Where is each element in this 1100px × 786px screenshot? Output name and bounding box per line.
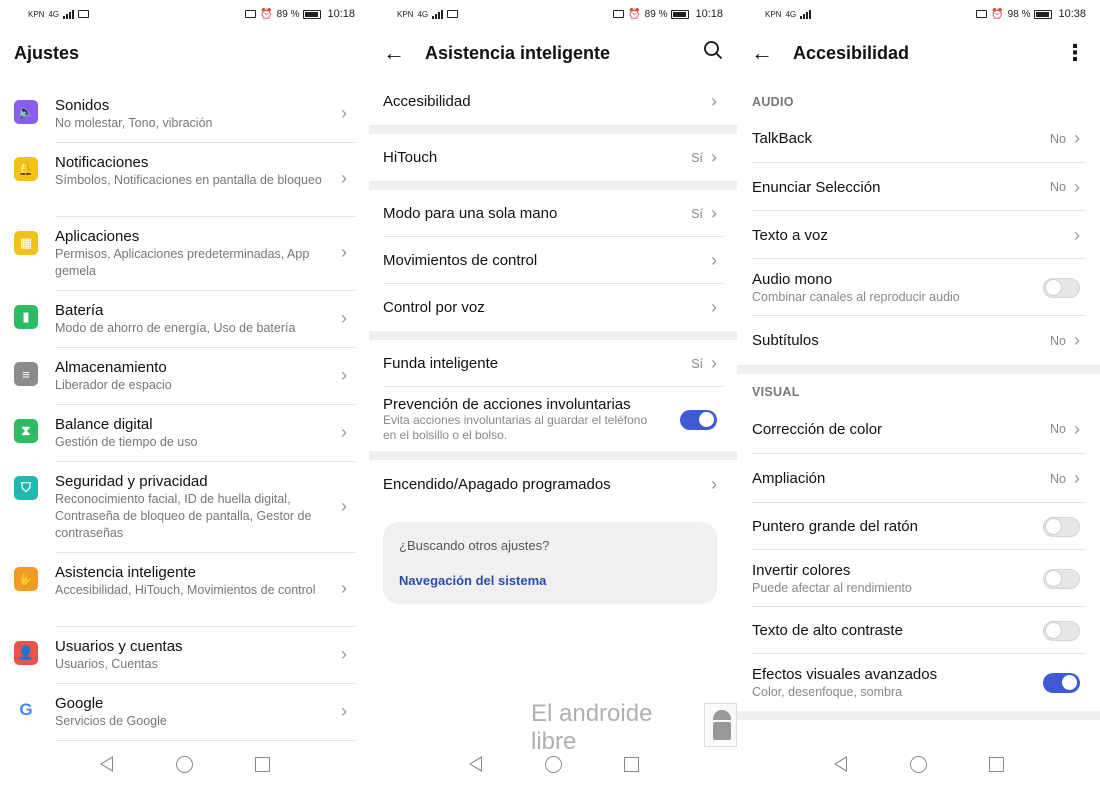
settings-item-subtitle: Símbolos, Notificaciones en pantalla de bloqueo [55,173,322,187]
chevron-right-icon: › [711,91,717,111]
group-divider [369,125,737,134]
settings-item-subtitle: Liberador de espacio [55,378,172,392]
settings-item-subtitle: Accesibilidad, HiTouch, Movimientos de control [55,583,316,597]
triangle-back-icon [100,756,113,772]
item-label: Efectos visuales avanzados [752,666,938,683]
chevron-right-icon: › [1074,330,1080,350]
battery-icon: ▮ [14,305,38,329]
settings-item[interactable] [0,684,369,741]
network-label: 4G [48,9,60,19]
search-icon[interactable] [703,40,723,66]
more-options-icon[interactable]: ⋮ [1064,40,1086,65]
list-item-magnification[interactable] [737,454,1100,503]
list-item-smart-cover[interactable] [369,340,737,387]
chevron-right-icon: › [1074,176,1080,197]
square-recents-icon [255,757,270,772]
hourglass-icon: ⧗ [14,419,38,443]
item-label: Subtítulos [752,332,819,349]
settings-item[interactable] [0,462,369,553]
settings-item-title: Batería [55,302,104,319]
toggle-knob [1046,519,1061,534]
nav-recents-button[interactable] [988,755,1006,773]
settings-item[interactable] [0,143,369,217]
network-label: 4G [417,9,429,19]
chevron-right-icon: › [341,700,347,721]
hand-icon: ✋ [14,567,38,591]
settings-item[interactable] [0,217,369,291]
header [0,28,369,78]
android-logo-icon [704,703,737,747]
signal-icon [800,10,811,19]
large-pointer-toggle[interactable] [1043,517,1080,537]
settings-item-subtitle: No molestar, Tono, vibración [55,116,213,130]
clock: 10:38 [1058,8,1086,20]
item-label: Movimientos de control [383,252,538,269]
signal-icon [63,10,74,19]
settings-item-text [55,358,355,405]
settings-item-text [55,301,355,348]
alarm-icon: ⏰ [628,8,641,20]
navigation-bar [737,742,1100,786]
settings-item[interactable] [0,291,369,348]
accessibility-screen [737,0,1100,786]
list-item-select-to-speak[interactable] [737,163,1100,211]
chevron-right-icon: › [1074,224,1080,245]
item-label: Audio mono [752,271,833,288]
item-value: No [1050,471,1066,486]
suggestion-question: ¿Buscando otros ajustes? [399,538,550,553]
status-bar [0,0,369,28]
item-description: Color, desenfoque, sombra [752,685,903,699]
list-item-accidental-touch[interactable] [369,387,737,451]
back-arrow-icon[interactable]: ← [383,40,405,65]
settings-list [0,86,369,741]
settings-item-subtitle: Servicios de Google [55,714,167,728]
item-label: Ampliación [752,470,826,487]
settings-item-text [55,472,355,553]
nav-home-button[interactable] [910,755,928,773]
list-item-accesibilidad[interactable] [369,78,737,125]
chevron-right-icon: › [341,102,347,123]
settings-item-text [55,563,355,627]
page-title: Asistencia inteligente [425,42,611,63]
settings-item-title: Usuarios y cuentas [55,638,183,655]
chevron-right-icon: › [711,297,717,317]
group-divider [737,711,1100,720]
group-divider [369,181,737,190]
settings-item-title: Asistencia inteligente [55,564,196,581]
list-item-advanced-visual-effects[interactable] [737,654,1100,711]
group-divider [369,451,737,460]
chevron-right-icon: › [341,307,347,328]
item-value: Sí [691,356,703,371]
item-label: Modo para una sola mano [383,205,558,222]
chevron-right-icon: › [341,578,347,598]
accidental-touch-toggle[interactable] [680,410,717,430]
settings-item[interactable] [0,348,369,405]
carrier-label: KPN [397,9,414,19]
triangle-back-icon [834,756,847,772]
triangle-back-icon [469,756,482,772]
settings-item-text [55,153,355,217]
settings-item[interactable] [0,627,369,684]
user-icon: 👤 [14,641,38,665]
circle-home-icon [910,756,927,773]
settings-item[interactable] [0,86,369,143]
list-item-color-correction[interactable] [737,404,1100,454]
item-label: Accesibilidad [383,93,471,110]
nav-back-button[interactable] [98,755,116,773]
chevron-right-icon: › [711,250,717,270]
item-description: Puede afectar al rendimiento [752,581,912,595]
toggle-knob [1046,571,1061,586]
chevron-right-icon: › [711,353,717,373]
battery-percent: 98 % [1007,8,1031,20]
item-label: Encendido/Apagado programados [383,475,611,493]
list-item-high-contrast-text[interactable] [737,607,1100,654]
list-item-motion-control[interactable] [369,237,737,284]
nav-home-button[interactable] [544,755,562,773]
toggle-knob [699,412,714,427]
suggestion-card [383,522,717,604]
google-icon: G [14,698,38,722]
system-navigation-link[interactable]: Navegación del sistema [399,573,547,588]
watermark-text: El androide libre [531,700,653,755]
nfc-icon [613,10,624,18]
chevron-right-icon: › [711,203,717,223]
group-divider [737,365,1100,374]
settings-item-text [55,637,355,684]
chevron-right-icon: › [341,242,347,262]
settings-item-title: Sonidos [55,97,110,114]
settings-item-subtitle: Permisos, Aplicaciones predeterminadas, App gemela [55,247,310,278]
header [737,28,1100,78]
toggle-knob [1046,623,1061,638]
item-value: No [1050,180,1066,194]
item-value: Sí [691,150,703,165]
signal-icon [432,10,443,19]
chevron-right-icon: › [341,421,347,442]
apps-grid-icon: ▦ [14,231,38,255]
item-label: Enunciar Selección [752,178,881,196]
nav-home-button[interactable] [176,755,194,773]
list-item-hitouch[interactable] [369,134,737,181]
header [369,28,737,78]
item-label: Prevención de acciones involuntarias [383,396,631,413]
image-icon [78,10,89,18]
status-bar [369,0,737,28]
settings-item-title: Almacenamiento [55,359,167,376]
settings-item-subtitle: Reconocimiento facial, ID de huella digital, Contraseña de bloqueo de pantalla, Gestor de contraseñas [55,492,312,540]
alarm-icon: ⏰ [991,8,1004,20]
item-value: No [1050,131,1066,146]
chevron-right-icon: › [1074,128,1080,148]
high-contrast-toggle[interactable] [1043,621,1080,641]
invert-colors-toggle[interactable] [1043,569,1080,589]
chevron-right-icon: › [341,168,347,188]
battery-percent: 89 % [276,8,300,20]
nav-recents-button[interactable] [254,755,272,773]
toggle-knob [1062,675,1077,690]
list-item-scheduled-power[interactable] [369,460,737,508]
chevron-right-icon: › [1074,468,1080,488]
battery-icon [303,10,321,19]
nav-back-button[interactable] [832,755,850,773]
square-recents-icon [989,757,1004,772]
item-label: Texto de alto contraste [752,622,903,639]
page-title: Ajustes [14,42,80,63]
alarm-icon: ⏰ [260,8,273,20]
list-item-one-hand-mode[interactable] [369,190,737,237]
section-header-visual: VISUAL [752,385,800,399]
list-item-talkback[interactable] [737,114,1100,163]
clock: 10:18 [695,8,723,20]
battery-icon [1034,10,1052,19]
bell-icon: 🔔 [14,157,38,181]
navigation-bar [369,742,737,786]
item-label: Puntero grande del ratón [752,518,918,535]
item-label: HiTouch [383,149,438,166]
list-item-voice-control[interactable] [369,284,737,331]
image-icon [447,10,458,18]
toggle-knob [1046,280,1061,295]
circle-home-icon [545,756,562,773]
settings-item-text [55,694,355,741]
carrier-label: KPN [765,9,782,19]
page-title: Accesibilidad [793,42,910,63]
group-divider [369,331,737,340]
square-recents-icon [624,757,639,772]
settings-item-title: Balance digital [55,416,153,433]
chevron-right-icon: › [341,643,347,664]
list-item-text-to-speech[interactable] [737,211,1100,259]
list-item-large-pointer[interactable] [737,503,1100,550]
item-label: Texto a voz [752,226,828,244]
settings-screen [0,0,369,786]
list-item-captions[interactable] [737,316,1100,365]
settings-item-title: Notificaciones [55,154,149,171]
navigation-bar [0,742,369,786]
smart-assist-screen [369,0,737,786]
back-arrow-icon[interactable]: ← [751,40,773,65]
item-label: Funda inteligente [383,355,499,372]
list-item-invert-colors[interactable] [737,550,1100,607]
section-header-audio: AUDIO [752,95,794,109]
item-value: No [1050,333,1066,348]
item-value: No [1050,422,1066,436]
nav-back-button[interactable] [466,755,484,773]
chevron-right-icon: › [1074,418,1080,439]
settings-item-subtitle: Usuarios, Cuentas [55,657,158,671]
item-label: Corrección de color [752,420,883,438]
clock: 10:18 [327,8,355,20]
nfc-icon [976,10,987,18]
settings-item[interactable] [0,405,369,462]
item-value: Sí [691,206,703,221]
settings-item-title: Aplicaciones [55,228,140,245]
settings-item-subtitle: Modo de ahorro de energía, Uso de batería [55,321,296,335]
list-item-mono-audio[interactable] [737,259,1100,316]
item-description: Combinar canales al reproducir audio [752,290,960,304]
settings-item-text [55,415,355,462]
settings-item-text [55,227,355,291]
status-bar [737,0,1100,28]
nav-recents-button[interactable] [622,755,640,773]
shield-icon: ⛉ [14,476,38,500]
chevron-right-icon: › [341,364,347,385]
settings-item-title: Seguridad y privacidad [55,473,208,490]
item-description: Evita acciones involuntarias al guardar el teléfono en el bolsillo o el bolso. [383,413,648,442]
chevron-right-icon: › [341,495,347,516]
settings-item-title: Google [55,695,104,712]
mono-audio-toggle[interactable] [1043,278,1080,298]
item-label: Invertir colores [752,562,851,579]
storage-icon: ≡ [14,362,38,386]
visual-effects-toggle[interactable] [1043,673,1080,693]
settings-item[interactable] [0,553,369,627]
speaker-icon: 🔈 [14,100,38,124]
item-label: TalkBack [752,130,813,147]
item-label: Control por voz [383,299,485,316]
settings-item-subtitle: Gestión de tiempo de uso [55,435,198,449]
circle-home-icon [176,756,193,773]
network-label: 4G [785,9,797,19]
carrier-label: KPN [28,9,45,19]
battery-icon [671,10,689,19]
chevron-right-icon: › [711,473,717,494]
settings-item-text [55,96,355,143]
chevron-right-icon: › [711,147,717,167]
nfc-icon [245,10,256,18]
battery-percent: 89 % [644,8,668,20]
